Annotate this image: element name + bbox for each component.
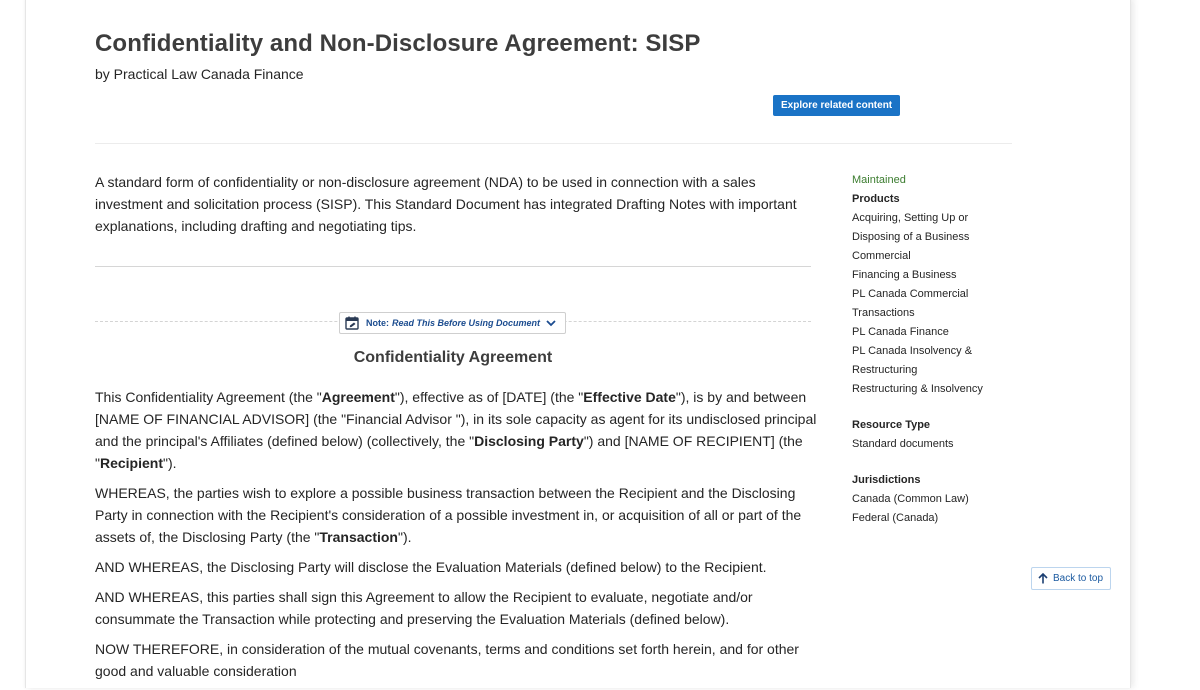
sidebar-list-item: Commercial bbox=[852, 250, 911, 262]
note-prefix: Note: bbox=[366, 318, 389, 328]
sidebar-list-item: Acquiring, Setting Up or bbox=[852, 212, 969, 224]
note-label: Read This Before Using Document bbox=[392, 318, 541, 328]
sidebar-list-item: Transactions bbox=[852, 307, 915, 319]
products-heading: Products bbox=[852, 193, 900, 205]
sidebar-list-item: Restructuring bbox=[852, 364, 918, 376]
abstract-divider bbox=[95, 266, 811, 267]
agreement-body bbox=[95, 386, 823, 690]
sidebar-list-item: Disposing of a Business bbox=[852, 231, 970, 243]
sidebar-list-item: Restructuring & Insolvency bbox=[852, 383, 983, 395]
agreement-paragraph: AND WHEREAS, the Disclosing Party will disclose the Evaluation Materials (defined below) to the Recipient. bbox=[95, 559, 767, 575]
document-abstract: A standard form of confidentiality or non-disclosure agreement (NDA) to be used in connection with a sales investment and solicitation process (SISP). This Standard Document has integrated Drafting Notes with important explanations, including drafting and negotiating tips. bbox=[95, 174, 797, 234]
sidebar-list-item: PL Canada Insolvency & bbox=[852, 345, 973, 357]
defined-term: Transaction bbox=[319, 529, 398, 545]
defined-term: Agreement bbox=[321, 389, 395, 405]
sidebar-list-item: Standard documents bbox=[852, 438, 954, 450]
section-title: Confidentiality Agreement bbox=[353, 349, 553, 366]
agreement-paragraph: AND WHEREAS, this parties shall sign this Agreement to allow the Recipient to evaluate, negotiate and/or consummate the Transaction while protecting and preserving the Evaluation Materials (defined below). bbox=[95, 589, 753, 627]
products-list bbox=[852, 209, 1002, 399]
resource-type-list bbox=[852, 435, 1002, 454]
sidebar-list-item: Financing a Business bbox=[852, 269, 957, 281]
sidebar-list-item: Canada (Common Law) bbox=[852, 493, 969, 505]
sidebar-list-item: PL Canada Finance bbox=[852, 326, 949, 338]
chevron-down-icon bbox=[546, 319, 556, 327]
defined-term: Recipient bbox=[99, 455, 163, 471]
sidebar-list-item: PL Canada Commercial bbox=[852, 288, 969, 300]
back-to-top-label: Back to top bbox=[1053, 573, 1104, 584]
document-metadata-sidebar bbox=[852, 171, 1002, 528]
agreement-paragraph: WHEREAS, the parties wish to explore a possible business transaction between the Recipient and the Disclosing Party in connection with the Recipient's consideration of a possible investment in, or acquisition of all or part of the assets of, the Disclosing Party (the "Transaction"). bbox=[95, 485, 802, 545]
document-byline: by Practical Law Canada Finance bbox=[95, 66, 304, 82]
sidebar-list-item: Federal (Canada) bbox=[852, 512, 939, 524]
arrow-up-icon bbox=[1038, 573, 1048, 584]
calendar-note-icon bbox=[345, 316, 360, 330]
jurisdictions-heading: Jurisdictions bbox=[852, 474, 921, 486]
header-divider bbox=[95, 143, 1012, 144]
agreement-paragraph: This Confidentiality Agreement (the "Agreement"), effective as of [DATE] (the "Effective Date"), is by and between [NAME OF FINANCIAL ADVISOR] (the "Financial Advisor "), in its sole capacity as agent for its undisclosed principal and the principal's Affiliates (defined below) (collectively, the "Disclosing Party") and [NAME OF RECIPIENT] (the "Recipient"). bbox=[95, 389, 817, 471]
drafting-note-toggle[interactable] bbox=[339, 312, 566, 334]
explore-related-content-button[interactable]: Explore related content bbox=[773, 95, 900, 116]
defined-term: Disclosing Party bbox=[474, 433, 584, 449]
defined-term: Effective Date bbox=[583, 389, 676, 405]
jurisdictions-list bbox=[852, 490, 1002, 528]
page-title: Confidentiality and Non-Disclosure Agreement: SISP bbox=[95, 30, 701, 57]
resource-type-heading: Resource Type bbox=[852, 419, 931, 431]
back-to-top-button[interactable] bbox=[1031, 567, 1111, 590]
status-badge: Maintained bbox=[852, 174, 906, 186]
agreement-paragraph: NOW THEREFORE, in consideration of the mutual covenants, terms and conditions set forth herein, and for other good and valuable consideration bbox=[95, 641, 799, 679]
